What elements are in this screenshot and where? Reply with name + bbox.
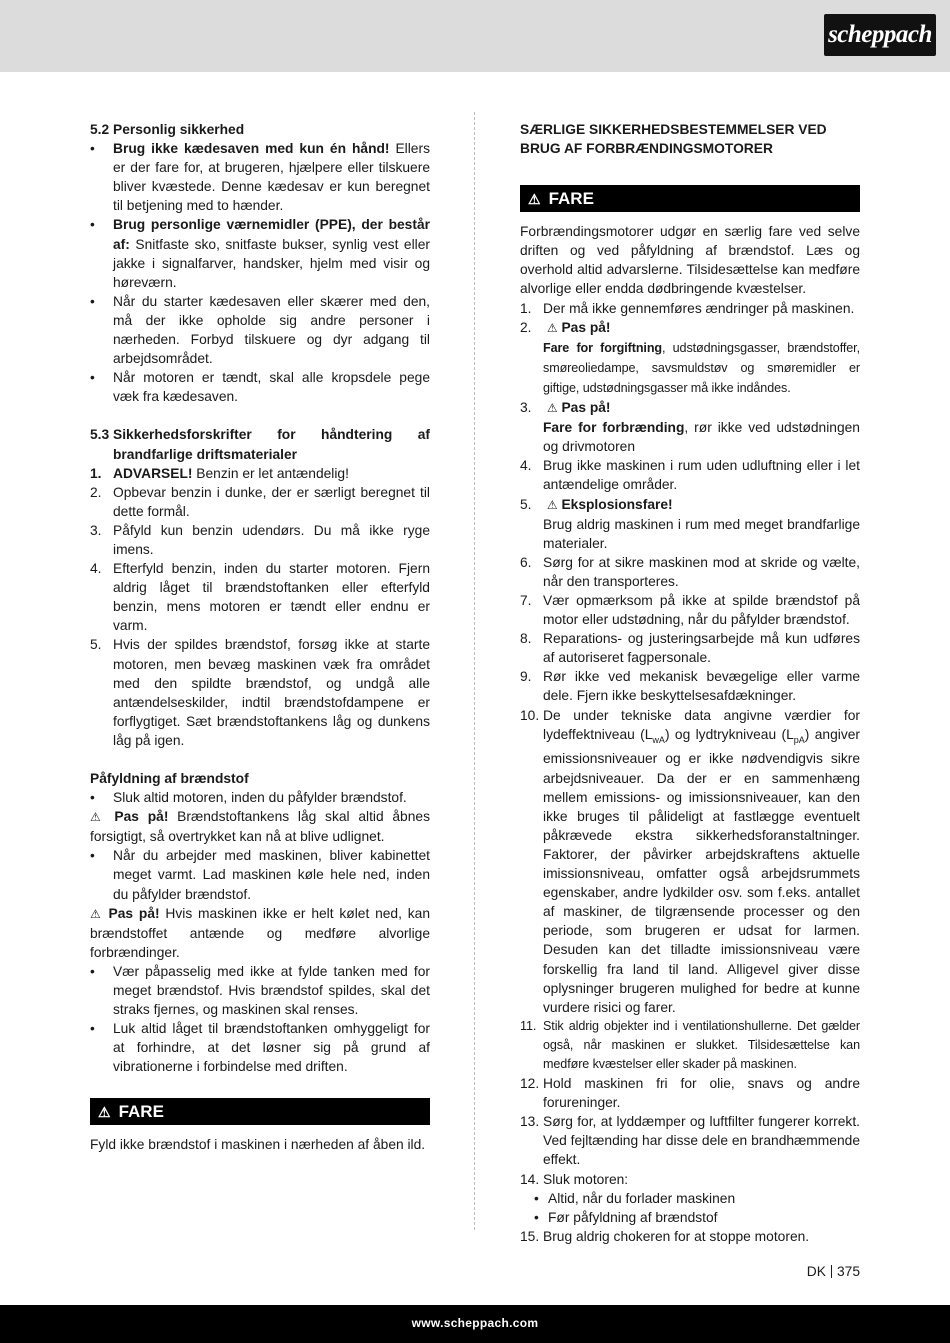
warning-icon: ⚠ xyxy=(546,401,558,416)
warning-paragraph: ⚠ Pas på! Brændstoftankens låg skal altid åbnes forsigtigt, så overtrykket kan nå at blive udlignet. xyxy=(90,809,430,845)
list-item: • Når motoren er tændt, skal alle kropsdele pege væk fra kædesaven. xyxy=(90,370,430,405)
list-item: 12. Hold maskinen fri for olie, snavs og andre forureninger. xyxy=(520,1076,860,1111)
list-item: 3. Påfyld kun benzin udendørs. Du må ikke ryge imens. xyxy=(90,522,430,557)
list-item: 4. Brug ikke maskinen i rum uden udluftning eller i let antændelige områder. xyxy=(520,458,860,493)
sub-list-item: • Altid, når du forlader maskinen xyxy=(534,1190,736,1206)
list-item: 5. Hvis der spildes brændstof, forsøg ikke at starte motoren, men bevæg maskinen væk fra området med den spildte brændstof, og undgå alle antændelseskilder, indtil brændstofdampene er forflygtiget. Sæt brændstoftankens låg og dunkens låg på igen. xyxy=(90,637,430,748)
warning-icon: ⚠ xyxy=(90,810,106,825)
list-item: 13. Sørg for, at lyddæmper og luftfilter fungerer korrekt. Ved fejltænding har disse dele en brandhæmmende effekt. xyxy=(520,1114,860,1168)
warning-icon: ⚠ xyxy=(98,1103,111,1120)
list-item: • Når du arbejder med maskinen, bliver kabinettet meget varmt. Lad maskinen køle hele ned, inden du påfylder brændstof. xyxy=(90,848,430,902)
list-item: 4. Efterfyld benzin, inden du starter motoren. Fjern aldrig låget til brændstoftanken eller efterfyld benzin, mens motoren er tændt eller endnu er varm. xyxy=(90,561,430,634)
list-item: • Brug ikke kædesaven med kun én hånd! Ellers er der fare for, at brugeren, hjælpere eller tilskuere bliver kvæstede. Denne kædesav er kun beregnet til betjening med to hænder. xyxy=(90,141,430,214)
list-item: 7. Vær opmærksom på ikke at spilde brændstof på motor eller udstødning, når du påfylder brændstof. xyxy=(520,592,860,628)
warning-icon: ⚠ xyxy=(528,191,541,208)
right-column xyxy=(520,120,860,1246)
list-item: 5. ⚠ Eksplosionsfare! Brug aldrig maskinen i rum med meget brandfarlige materialer. xyxy=(520,496,860,551)
sub-list-item: • Før påfyldning af brændstof xyxy=(534,1209,718,1225)
warning-icon: ⚠ xyxy=(546,497,558,512)
list-item: • Brug personlige værnemidler (PPE), der består af: Snitfaste sko, snitfaste bukser, synlig vest eller jakke i signalfarver, handsker, hjelm med visir og høreværn. xyxy=(90,217,430,290)
list-item: 15. Brug aldrig chokeren for at stoppe motoren. xyxy=(520,1228,810,1244)
special-rules-heading: SÆRLIGE SIKKERHEDSBESTEMMELSER VED BRUG AF FORBRÆNDINGSMOTORER xyxy=(520,122,827,157)
warning-icon: ⚠ xyxy=(90,906,103,921)
list-item: • Når du starter kædesaven eller skærer med den, må der ikke opholde sig andre personer i nærheden. Forbyd tilskuere og dyr adgang til arbejdsområdet. xyxy=(90,293,430,367)
warning-icon: ⚠ xyxy=(546,320,558,335)
danger-banner: ⚠ FARE xyxy=(520,185,860,212)
column-divider xyxy=(474,112,475,1230)
left-column xyxy=(90,120,430,1154)
section-5-2-heading: 5.2 Personlig sikkerhed xyxy=(90,122,245,137)
list-item: 8. Reparations- og justeringsarbejde må kun udføres af autoriseret fagpersonale. xyxy=(520,631,860,666)
page-number: DK 375 xyxy=(806,1264,860,1279)
warning-paragraph: ⚠ Pas på! Hvis maskinen ikke er helt kølet ned, kan brændstoffet antænde og medføre alvorlige forbrændinger. xyxy=(90,905,430,960)
section-5-3-heading: 5.3 Sikkerhedsforskrifter for håndtering af brandfarlige driftsmaterialer xyxy=(90,427,430,462)
list-item: 6. Sørg for at sikre maskinen mod at skride og vælte, når den transporteres. xyxy=(520,554,860,589)
list-item: 3. ⚠ Pas på! Fare for forbrænding, rør ikke ved udstødningen og drivmotoren xyxy=(520,400,860,455)
list-item: 2. Opbevar benzin i dunke, der er særligt beregnet til dette formål. xyxy=(90,484,430,519)
website-link[interactable]: www.scheppach.com xyxy=(411,1316,539,1330)
list-item: • Sluk altid motoren, inden du påfylder brændstof. xyxy=(90,790,407,806)
list-item: • Vær påpasselig med ikke at fylde tanken med for meget brændstof. Hvis brændstof spildes, skal det straks fjernes, og maskinen skal renses. xyxy=(90,963,430,1018)
list-item: 1. Der må ikke gennemføres ændringer på maskinen. xyxy=(520,300,855,316)
scheppach-logo: scheppach xyxy=(824,14,936,56)
list-item: 9. Rør ikke ved mekanisk bevægelige eller varme dele. Fjern ikke beskyttelsesafdækninger. xyxy=(520,669,860,704)
fuel-heading: Påfyldning af brændstof xyxy=(90,771,249,786)
header-bar xyxy=(0,0,950,72)
danger-text: Fyld ikke brændstof i maskinen i nærheden af åben ild. xyxy=(90,1136,426,1152)
danger-banner: ⚠ FARE xyxy=(90,1098,430,1125)
list-item: 11. Stik aldrig objekter ind i ventilationshullerne. Det gælder også, når maskinen er slukket. Tilsidesættelse kan medføre kvæstelser eller skader på maskinen. xyxy=(520,1018,860,1071)
list-item: 10. De under tekniske data angivne værdier for lydeffektniveau $(L_{wA})$ og lydtrykniveau $(L_{pA})$ angiver emissionsniveauer og er ikke nødvendigvis sikre arbejdsniveauer. Da der er en sammenhæng mellem emissions- og imissionsniveauer, kan den ikke bruges til pålideligt at fastlægge eventuelt påkrævede ekstra sikkerhedsforanstaltninger. Faktorer, der påvirker arbejdskraftens aktuelle imissionsniveau, omfatter også arbejdsrummets egenskaber, andre lydkilder osv. som f.eks. antallet af maskiner, de tilgrænsende processer og den periode, som brugeren er udsat for larmen. Desuden kan det tilladte imissionsniveau være forskellig fra land til land. Alligevel giver disse oplysninger brugeren mulighed for bedre at kunne vurdere risici og farer. xyxy=(520,707,860,1015)
list-item: 14. Sluk motoren: xyxy=(520,1171,629,1187)
list-item: 2. ⚠ Pas på! Fare for forgiftning, udstødningsgasser, brændstoffer, smøreoliedampe, savsmuldstøv og smøremidler er giftige, udstødningsgasser må ikke indåndes. xyxy=(520,319,860,395)
footer-bar xyxy=(0,1305,950,1343)
list-item: 1. ADVARSEL! Benzin er let antændelig! xyxy=(90,465,349,481)
intro-paragraph: Forbrændingsmotorer udgør en særlig fare ved selve driften og ved påfyldning af brændstof. Læs og overhold altid advarslerne. Tilsidesættelse kan medføre alvorlige eller endda dødbringende kvæstelser. xyxy=(520,224,860,297)
list-item: • Luk altid låget til brændstoftanken omhyggeligt for at forhindre, at det løsner sig på grund af vibrationerne i forbindelse med driften. xyxy=(90,1021,430,1075)
